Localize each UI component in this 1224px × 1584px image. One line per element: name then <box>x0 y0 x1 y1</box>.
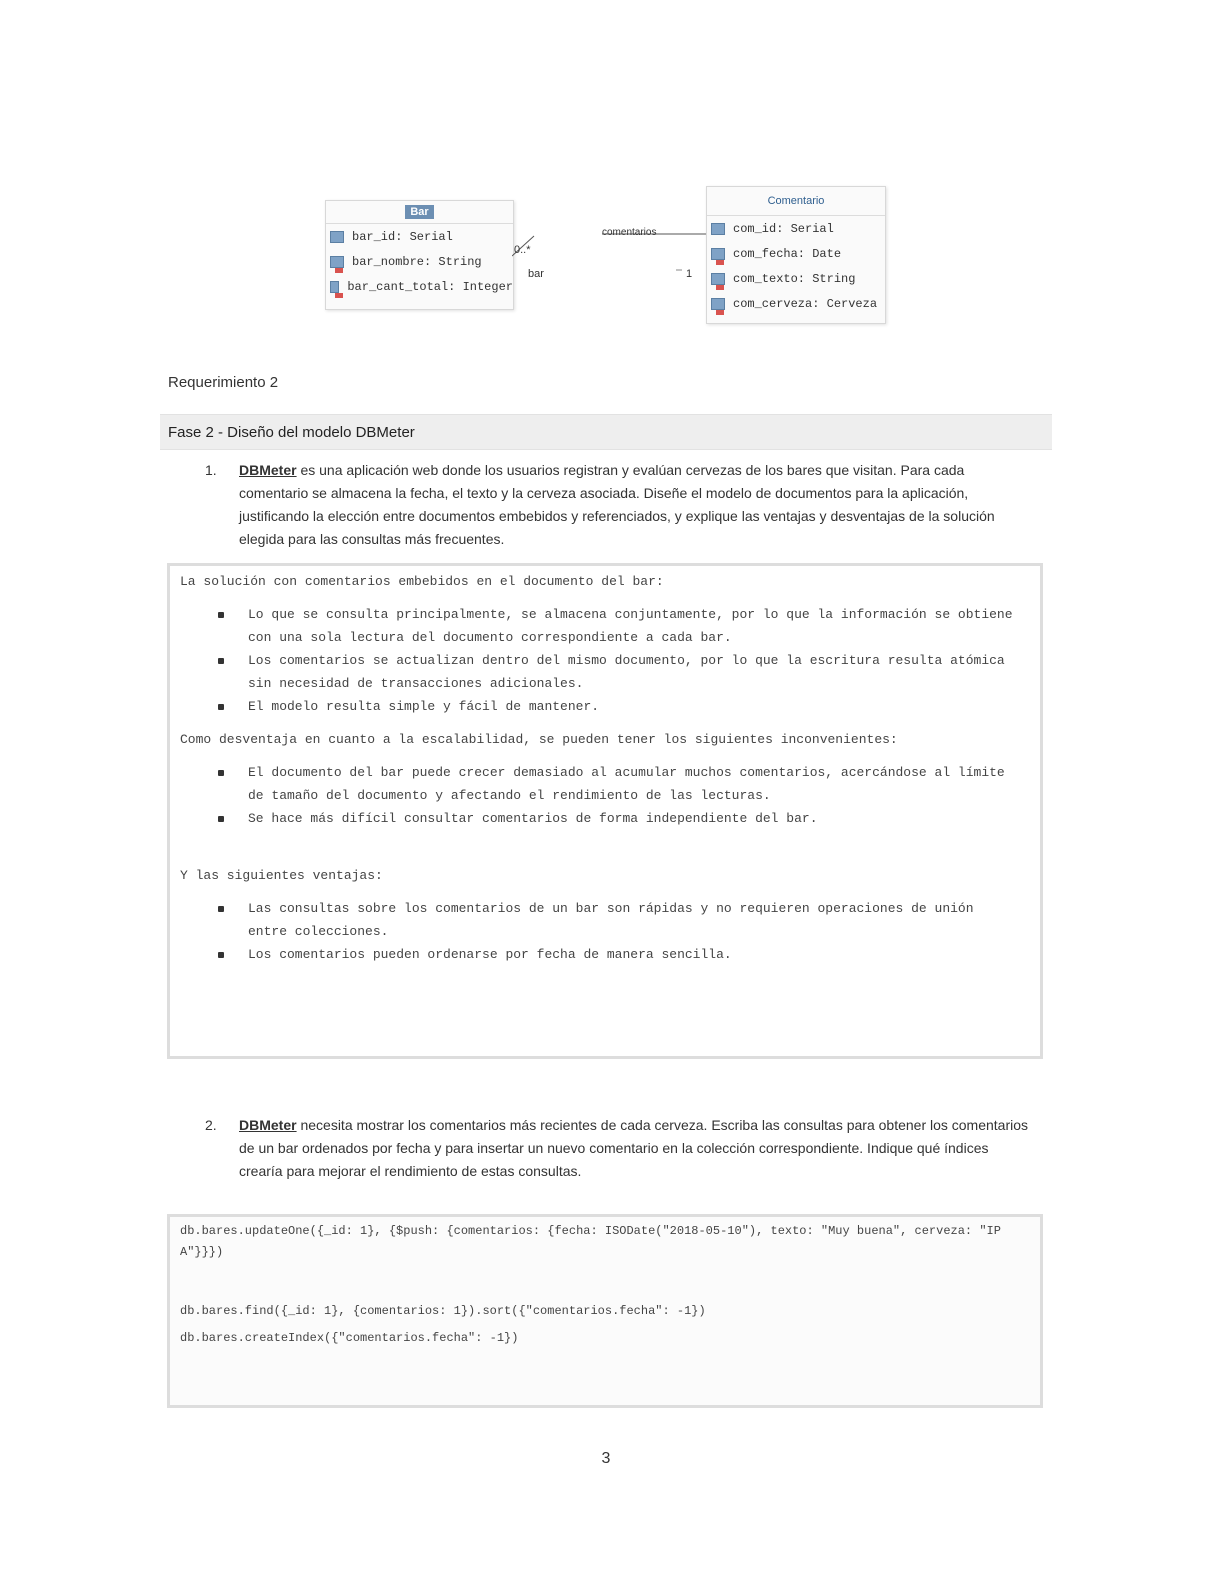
list-item: El documento del bar puede crecer demasiado al acumular muchos comentarios, acercándose al límite de tamaño del documento y afectando el rendimiento de las lecturas. <box>248 761 1020 807</box>
class-attribute: com_fecha: Date <box>707 241 885 266</box>
code-line: db.bares.updateOne({_id: 1}, {$push: {comentarios: {fecha: ISODate("2018-05-10"), texto: "Muy buena", cerveza: "IPA"}}}) <box>180 1224 1001 1259</box>
class-box-comentario <box>706 186 886 324</box>
panel-list-1 <box>170 603 1040 718</box>
phase-heading <box>160 414 1052 450</box>
class-attribute: bar_nombre: String <box>326 249 513 274</box>
code-line: db.bares.find({_id: 1}, {comentarios: 1}).sort({"comentarios.fecha": -1}) <box>180 1304 706 1318</box>
class-attribute: com_cerveza: Cerveza <box>707 291 885 316</box>
class-header <box>326 201 513 224</box>
item-number: 1. <box>205 462 217 478</box>
code-panel <box>167 1214 1043 1408</box>
panel-list-3 <box>170 897 1040 966</box>
answer-panel <box>167 563 1043 1059</box>
class-header <box>707 187 885 216</box>
panel-intro: La solución con comentarios embebidos en el documento del bar: <box>180 574 664 589</box>
item-number: 2. <box>205 1117 217 1133</box>
attribute-icon <box>330 256 344 268</box>
list-item: Las consultas sobre los comentarios de un bar son rápidas y no requieren operaciones de unión entre colecciones. <box>248 897 1020 943</box>
class-box-bar <box>325 200 514 310</box>
numbered-item-2 <box>205 1114 1035 1183</box>
class-name: Comentario <box>767 195 825 207</box>
numbered-item-1 <box>205 459 1035 551</box>
class-attribute: bar_id: Serial <box>326 224 513 249</box>
panel-closing-text: Y las siguientes ventajas: <box>180 868 383 883</box>
list-item: Lo que se consulta principalmente, se almacena conjuntamente, por lo que la información se obtiene con una sola lectura del documento correspondiente a cada bar. <box>248 603 1020 649</box>
attribute-icon <box>711 248 725 260</box>
class-attribute: com_id: Serial <box>707 216 885 241</box>
section-title: Requerimiento 2 <box>168 374 279 391</box>
code-line: db.bares.createIndex({"comentarios.fecha": -1}) <box>180 1331 519 1345</box>
association-multiplicity: 0..* <box>514 244 531 256</box>
attribute-icon <box>330 281 339 293</box>
class-name: Bar <box>405 205 433 219</box>
attribute-icon <box>711 298 725 310</box>
panel-middle-text: Como desventaja en cuanto a la escalabilidad, se pueden tener los siguientes inconvenientes: <box>180 732 898 747</box>
list-item: Los comentarios pueden ordenarse por fecha de manera sencilla. <box>248 943 1020 966</box>
item-lead: DBMeter <box>239 1117 297 1133</box>
class-attribute: com_texto: String <box>707 266 885 291</box>
item-body <box>239 459 1035 551</box>
item-text: necesita mostrar los comentarios más recientes de cada cerveza. Escriba las consultas para obtener los comentarios de un bar ordenados por fecha y para insertar un nuevo comentario en la colección correspondiente. Indique qué índices crearía para mejorar el rendimiento de estas consultas. <box>239 1117 1029 1179</box>
list-item: Los comentarios se actualizan dentro del mismo documento, por lo que la escritura resulta atómica sin necesidad de transacciones adicionales. <box>248 649 1020 695</box>
attribute-icon <box>711 273 725 285</box>
association-multiplicity: 1 <box>686 268 693 280</box>
list-item: Se hace más difícil consultar comentarios de forma independiente del bar. <box>248 807 1020 830</box>
primary-key-icon <box>711 223 725 235</box>
class-attribute: bar_cant_total: Integer <box>326 274 513 299</box>
phase-title: Fase 2 - Diseño del modelo DBMeter <box>168 423 415 441</box>
page-number: 3 <box>601 1450 611 1467</box>
list-item: El modelo resulta simple y fácil de mantener. <box>248 695 1020 718</box>
item-lead: DBMeter <box>239 462 297 478</box>
association-role-label: bar <box>528 268 544 280</box>
primary-key-icon <box>330 231 344 243</box>
item-text: es una aplicación web donde los usuarios registran y evalúan cervezas de los bares que visitan. Para cada comentario se almacena la fecha, el texto y la cerveza asociada. Diseñe el modelo de documentos para la aplicación, justificando la elección entre documentos embebidos y referenciados, y explique las ventajas y desventajas de la solución elegida para las consultas más frecuentes. <box>239 462 995 547</box>
panel-list-2 <box>170 761 1040 830</box>
association-role-label: comentarios <box>602 227 657 238</box>
item-body <box>239 1114 1035 1183</box>
